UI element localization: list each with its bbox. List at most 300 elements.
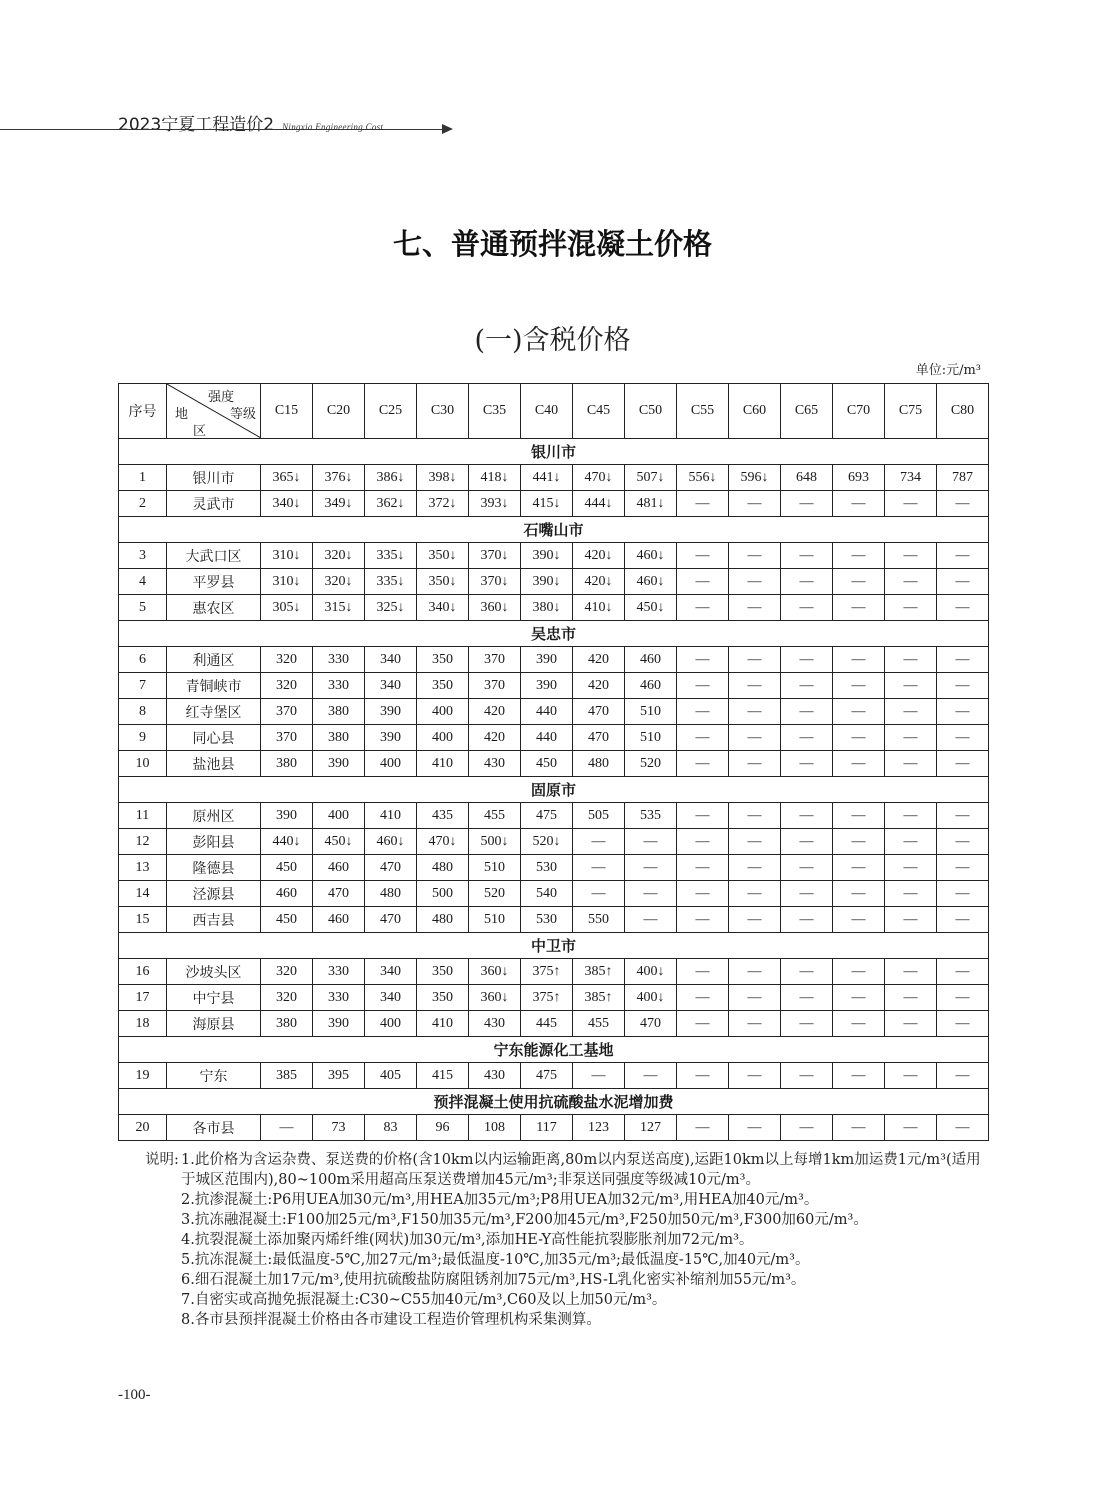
- col-header-grade: C55: [677, 384, 729, 439]
- price-cell: 470↓: [417, 829, 469, 855]
- price-cell: 430: [469, 1063, 521, 1089]
- price-cell: 460↓: [625, 569, 677, 595]
- price-cell: 510: [469, 855, 521, 881]
- price-cell: —: [833, 1115, 885, 1141]
- price-cell: —: [729, 985, 781, 1011]
- price-cell: 340↓: [417, 595, 469, 621]
- price-cell: —: [677, 491, 729, 517]
- price-cell: —: [729, 647, 781, 673]
- price-cell: 349↓: [313, 491, 365, 517]
- price-cell: —: [573, 881, 625, 907]
- price-cell: 530: [521, 907, 573, 933]
- col-header-grade: C20: [313, 384, 365, 439]
- area-name: 银川市: [167, 465, 261, 491]
- price-cell: 510: [469, 907, 521, 933]
- price-cell: 460↓: [365, 829, 417, 855]
- price-cell: 390: [313, 1011, 365, 1037]
- col-header-grade: C50: [625, 384, 677, 439]
- price-cell: —: [729, 491, 781, 517]
- price-cell: —: [833, 699, 885, 725]
- col-header-grade: C80: [937, 384, 989, 439]
- price-cell: 380: [261, 751, 313, 777]
- row-number: 6: [119, 647, 167, 673]
- region-header-row: [119, 621, 989, 647]
- area-name: 宁东: [167, 1063, 261, 1089]
- area-name: 灵武市: [167, 491, 261, 517]
- row-number: 8: [119, 699, 167, 725]
- price-cell: 420: [469, 725, 521, 751]
- price-cell: —: [885, 751, 937, 777]
- price-cell: 390↓: [521, 543, 573, 569]
- price-cell: 360↓: [469, 985, 521, 1011]
- price-cell: 556↓: [677, 465, 729, 491]
- price-cell: 648: [781, 465, 833, 491]
- row-number: 13: [119, 855, 167, 881]
- price-cell: 734: [885, 465, 937, 491]
- price-cell: —: [937, 855, 989, 881]
- price-cell: 330: [313, 959, 365, 985]
- table-row: [119, 543, 989, 569]
- price-cell: 510: [625, 699, 677, 725]
- region-header-row: [119, 1037, 989, 1063]
- price-cell: 350↓: [417, 543, 469, 569]
- price-cell: 405: [365, 1063, 417, 1089]
- price-cell: 420: [573, 673, 625, 699]
- price-cell: 444↓: [573, 491, 625, 517]
- col-header-grade: C75: [885, 384, 937, 439]
- price-cell: 470: [365, 907, 417, 933]
- price-cell: —: [729, 543, 781, 569]
- price-cell: —: [885, 959, 937, 985]
- area-name: 惠农区: [167, 595, 261, 621]
- diag-label-strength: 强度: [207, 389, 234, 404]
- price-cell: 475: [521, 803, 573, 829]
- price-cell: —: [677, 855, 729, 881]
- price-cell: 450: [261, 907, 313, 933]
- price-cell: 390↓: [521, 569, 573, 595]
- price-cell: 540: [521, 881, 573, 907]
- price-cell: —: [937, 647, 989, 673]
- price-cell: 330: [313, 647, 365, 673]
- page-number: -100-: [118, 1387, 151, 1403]
- price-cell: 108: [469, 1115, 521, 1141]
- col-header-grade: C70: [833, 384, 885, 439]
- area-name: 同心县: [167, 725, 261, 751]
- price-cell: 420↓: [573, 569, 625, 595]
- price-cell: 320: [261, 985, 313, 1011]
- area-name: 平罗县: [167, 569, 261, 595]
- price-cell: —: [937, 959, 989, 985]
- price-cell: —: [781, 985, 833, 1011]
- price-cell: 430: [469, 751, 521, 777]
- note-item: 3.抗冻融混凝土:F100加25元/m³,F150加35元/m³,F200加45元/m³,F250加50元/m³,F300加60元/m³。: [181, 1212, 868, 1228]
- table-row: [119, 1063, 989, 1089]
- row-number: 16: [119, 959, 167, 985]
- price-cell: —: [885, 699, 937, 725]
- region-name: 中卫市: [119, 933, 989, 959]
- price-cell: —: [781, 959, 833, 985]
- price-cell: 362↓: [365, 491, 417, 517]
- row-number: 4: [119, 569, 167, 595]
- table-row: [119, 751, 989, 777]
- price-cell: —: [833, 855, 885, 881]
- price-cell: 370↓: [469, 569, 521, 595]
- price-cell: 335↓: [365, 543, 417, 569]
- price-cell: —: [677, 751, 729, 777]
- table-row: [119, 465, 989, 491]
- row-number: 14: [119, 881, 167, 907]
- col-header-grade: C30: [417, 384, 469, 439]
- row-number: 15: [119, 907, 167, 933]
- price-cell: 450↓: [625, 595, 677, 621]
- running-title-en: Ningxia Engineering Cost: [282, 122, 384, 132]
- row-number: 18: [119, 1011, 167, 1037]
- price-cell: —: [781, 1011, 833, 1037]
- table-row: [119, 647, 989, 673]
- price-cell: 320: [261, 673, 313, 699]
- price-cell: —: [781, 699, 833, 725]
- price-cell: —: [729, 595, 781, 621]
- price-cell: 310↓: [261, 569, 313, 595]
- diag-label-qu: 区: [193, 423, 207, 438]
- price-cell: 510: [625, 725, 677, 751]
- price-cell: —: [885, 881, 937, 907]
- row-number: 17: [119, 985, 167, 1011]
- price-cell: —: [677, 881, 729, 907]
- price-cell: 360↓: [469, 595, 521, 621]
- price-cell: —: [729, 1063, 781, 1089]
- price-cell: —: [781, 543, 833, 569]
- region-header-row: [119, 517, 989, 543]
- table-header-row: [119, 384, 989, 439]
- price-cell: 787: [937, 465, 989, 491]
- col-header-grade: C45: [573, 384, 625, 439]
- price-cell: —: [833, 751, 885, 777]
- unit-label: 单位:元/m³: [915, 363, 981, 378]
- price-cell: —: [937, 725, 989, 751]
- table-row: [119, 1011, 989, 1037]
- row-number: 5: [119, 595, 167, 621]
- price-cell: 470: [625, 1011, 677, 1037]
- price-cell: 400: [365, 751, 417, 777]
- area-name: 盐池县: [167, 751, 261, 777]
- price-cell: —: [937, 1011, 989, 1037]
- page-title: 七、普通预拌混凝土价格: [392, 227, 712, 261]
- price-cell: 325↓: [365, 595, 417, 621]
- price-cell: —: [885, 803, 937, 829]
- price-cell: 370: [469, 673, 521, 699]
- region-header-row: [119, 777, 989, 803]
- note-item: 7.自密实或高抛免振混凝土:C30~C55加40元/m³,C60及以上加50元/m³。: [181, 1292, 667, 1308]
- price-cell: —: [729, 829, 781, 855]
- price-cell: —: [833, 829, 885, 855]
- price-cell: —: [781, 1115, 833, 1141]
- price-cell: 370: [261, 699, 313, 725]
- price-cell: —: [937, 595, 989, 621]
- price-cell: —: [833, 491, 885, 517]
- price-cell: 376↓: [313, 465, 365, 491]
- price-cell: —: [885, 1011, 937, 1037]
- area-name: 隆德县: [167, 855, 261, 881]
- area-name: 红寺堡区: [167, 699, 261, 725]
- price-cell: 370↓: [469, 543, 521, 569]
- col-header-grade: C65: [781, 384, 833, 439]
- region-name: 银川市: [119, 439, 989, 465]
- price-cell: 350: [417, 959, 469, 985]
- price-cell: —: [781, 491, 833, 517]
- header-arrow-icon: [442, 124, 453, 134]
- price-cell: 445: [521, 1011, 573, 1037]
- price-cell: —: [937, 751, 989, 777]
- table-row: [119, 491, 989, 517]
- price-cell: —: [781, 829, 833, 855]
- row-number: 1: [119, 465, 167, 491]
- price-cell: —: [625, 855, 677, 881]
- price-cell: —: [937, 907, 989, 933]
- price-cell: 380: [313, 699, 365, 725]
- price-cell: 420: [469, 699, 521, 725]
- price-cell: —: [833, 543, 885, 569]
- price-cell: —: [677, 647, 729, 673]
- price-cell: —: [729, 569, 781, 595]
- price-cell: 395: [313, 1063, 365, 1089]
- table-row: [119, 595, 989, 621]
- note-item: 8.各市县预拌混凝土价格由各市建设工程造价管理机构采集测算。: [181, 1312, 601, 1328]
- price-cell: —: [833, 595, 885, 621]
- price-cell: 460: [313, 907, 365, 933]
- price-cell: 123: [573, 1115, 625, 1141]
- price-cell: 375↑: [521, 985, 573, 1011]
- table-row: [119, 699, 989, 725]
- price-cell: 335↓: [365, 569, 417, 595]
- price-cell: 330: [313, 673, 365, 699]
- page-subtitle: (一)含税价格: [474, 325, 631, 356]
- area-name: 泾源县: [167, 881, 261, 907]
- region-header-row: [119, 933, 989, 959]
- price-cell: —: [937, 803, 989, 829]
- price-table: [118, 383, 989, 1141]
- region-header-row: [119, 439, 989, 465]
- price-cell: 500↓: [469, 829, 521, 855]
- price-cell: 330: [313, 985, 365, 1011]
- price-cell: 430: [469, 1011, 521, 1037]
- table-row: [119, 673, 989, 699]
- price-cell: 470: [365, 855, 417, 881]
- price-cell: 415↓: [521, 491, 573, 517]
- price-cell: 450: [261, 855, 313, 881]
- price-cell: 390: [313, 751, 365, 777]
- price-cell: 315↓: [313, 595, 365, 621]
- price-cell: 350: [417, 985, 469, 1011]
- notes-label: 说明:: [145, 1152, 179, 1168]
- price-cell: —: [729, 907, 781, 933]
- price-cell: —: [781, 569, 833, 595]
- region-name: 固原市: [119, 777, 989, 803]
- col-header-grade: C25: [365, 384, 417, 439]
- price-cell: —: [781, 855, 833, 881]
- price-cell: —: [729, 673, 781, 699]
- note-item: 2.抗渗混凝土:P6用UEA加30元/m³,用HEA加35元/m³;P8用UEA加32元/m³,用HEA加40元/m³。: [181, 1192, 819, 1208]
- table-body: [119, 439, 989, 1141]
- price-cell: 400: [417, 699, 469, 725]
- price-cell: 365↓: [261, 465, 313, 491]
- price-cell: 420↓: [573, 543, 625, 569]
- price-cell: 340: [365, 985, 417, 1011]
- price-cell: —: [677, 595, 729, 621]
- price-cell: —: [833, 985, 885, 1011]
- price-cell: —: [885, 725, 937, 751]
- price-cell: 400↓: [625, 985, 677, 1011]
- price-cell: —: [729, 959, 781, 985]
- table-row: [119, 855, 989, 881]
- price-cell: 693: [833, 465, 885, 491]
- price-cell: 390: [261, 803, 313, 829]
- price-cell: 398↓: [417, 465, 469, 491]
- price-cell: 410: [417, 751, 469, 777]
- price-cell: 96: [417, 1115, 469, 1141]
- price-cell: 390: [521, 647, 573, 673]
- table-row: [119, 907, 989, 933]
- price-cell: 460: [313, 855, 365, 881]
- price-cell: 520: [469, 881, 521, 907]
- notes: [145, 1150, 995, 1330]
- col-header-grade: C15: [261, 384, 313, 439]
- price-cell: —: [833, 959, 885, 985]
- price-cell: —: [885, 985, 937, 1011]
- price-cell: 460: [625, 647, 677, 673]
- price-cell: 475: [521, 1063, 573, 1089]
- price-cell: —: [573, 829, 625, 855]
- col-header-grade: C40: [521, 384, 573, 439]
- diag-label-grade: 等级: [229, 406, 256, 421]
- area-name: 各市县: [167, 1115, 261, 1141]
- price-cell: —: [833, 881, 885, 907]
- price-cell: —: [625, 907, 677, 933]
- price-cell: 441↓: [521, 465, 573, 491]
- price-cell: 470: [573, 699, 625, 725]
- price-cell: —: [677, 907, 729, 933]
- price-cell: 340: [365, 673, 417, 699]
- price-cell: 320↓: [313, 569, 365, 595]
- price-cell: —: [885, 907, 937, 933]
- price-cell: 393↓: [469, 491, 521, 517]
- price-cell: —: [781, 595, 833, 621]
- price-cell: 380: [261, 1011, 313, 1037]
- price-cell: —: [833, 725, 885, 751]
- row-number: 20: [119, 1115, 167, 1141]
- table-row: [119, 725, 989, 751]
- price-cell: —: [833, 907, 885, 933]
- price-cell: 385↑: [573, 959, 625, 985]
- area-name: 原州区: [167, 803, 261, 829]
- price-cell: 127: [625, 1115, 677, 1141]
- price-cell: 360↓: [469, 959, 521, 985]
- note-item: 5.抗冻混凝土:最低温度-5℃,加27元/m³;最低温度-10℃,加35元/m³;最低温度-15℃,加40元/m³。: [181, 1252, 810, 1268]
- price-cell: 390: [365, 725, 417, 751]
- price-cell: 385↑: [573, 985, 625, 1011]
- price-cell: —: [833, 1063, 885, 1089]
- price-cell: 470↓: [573, 465, 625, 491]
- price-cell: 480: [573, 751, 625, 777]
- price-cell: —: [885, 595, 937, 621]
- price-cell: 500: [417, 881, 469, 907]
- price-cell: 440↓: [261, 829, 313, 855]
- price-cell: 370: [469, 647, 521, 673]
- row-number: 10: [119, 751, 167, 777]
- price-cell: 400: [417, 725, 469, 751]
- table-row: [119, 985, 989, 1011]
- price-cell: —: [937, 699, 989, 725]
- row-number: 7: [119, 673, 167, 699]
- price-cell: 410: [365, 803, 417, 829]
- price-cell: —: [625, 1063, 677, 1089]
- price-cell: —: [937, 543, 989, 569]
- diag-label-di: 地: [175, 406, 189, 421]
- region-name: 石嘴山市: [119, 517, 989, 543]
- price-cell: —: [781, 673, 833, 699]
- price-cell: —: [937, 985, 989, 1011]
- price-cell: —: [781, 725, 833, 751]
- price-cell: 320↓: [313, 543, 365, 569]
- region-name: 预拌混凝土使用抗硫酸盐水泥增加费: [119, 1089, 989, 1115]
- price-cell: —: [833, 1011, 885, 1037]
- price-cell: 310↓: [261, 543, 313, 569]
- price-cell: 305↓: [261, 595, 313, 621]
- price-cell: 440: [521, 699, 573, 725]
- price-cell: 440: [521, 725, 573, 751]
- price-cell: —: [885, 1063, 937, 1089]
- row-number: 12: [119, 829, 167, 855]
- price-cell: 550: [573, 907, 625, 933]
- price-cell: —: [781, 881, 833, 907]
- price-cell: 480: [365, 881, 417, 907]
- price-cell: —: [781, 751, 833, 777]
- price-cell: 320: [261, 959, 313, 985]
- price-cell: —: [677, 543, 729, 569]
- price-cell: 380: [313, 725, 365, 751]
- price-cell: 505: [573, 803, 625, 829]
- price-cell: 480: [417, 855, 469, 881]
- price-cell: —: [677, 1063, 729, 1089]
- price-cell: 596↓: [729, 465, 781, 491]
- price-cell: 460: [625, 673, 677, 699]
- price-cell: —: [625, 829, 677, 855]
- price-cell: 455: [573, 1011, 625, 1037]
- price-cell: —: [573, 1063, 625, 1089]
- price-cell: 460↓: [625, 543, 677, 569]
- price-cell: —: [729, 855, 781, 881]
- note-item: 4.抗裂混凝土添加聚丙烯纤维(网状)加30元/m³,添加HE-Y高性能抗裂膨胀剂加72元/m³。: [181, 1232, 754, 1248]
- price-cell: —: [781, 647, 833, 673]
- price-cell: 372↓: [417, 491, 469, 517]
- area-name: 大武口区: [167, 543, 261, 569]
- price-cell: 370: [261, 725, 313, 751]
- price-cell: —: [833, 647, 885, 673]
- table-row: [119, 569, 989, 595]
- price-cell: 83: [365, 1115, 417, 1141]
- area-name: 彭阳县: [167, 829, 261, 855]
- price-cell: —: [833, 673, 885, 699]
- price-cell: 450↓: [313, 829, 365, 855]
- price-cell: 435: [417, 803, 469, 829]
- price-cell: —: [885, 829, 937, 855]
- price-cell: —: [677, 985, 729, 1011]
- price-cell: —: [885, 491, 937, 517]
- price-cell: 350↓: [417, 569, 469, 595]
- price-cell: —: [573, 855, 625, 881]
- region-header-row: [119, 1089, 989, 1115]
- price-cell: —: [937, 1115, 989, 1141]
